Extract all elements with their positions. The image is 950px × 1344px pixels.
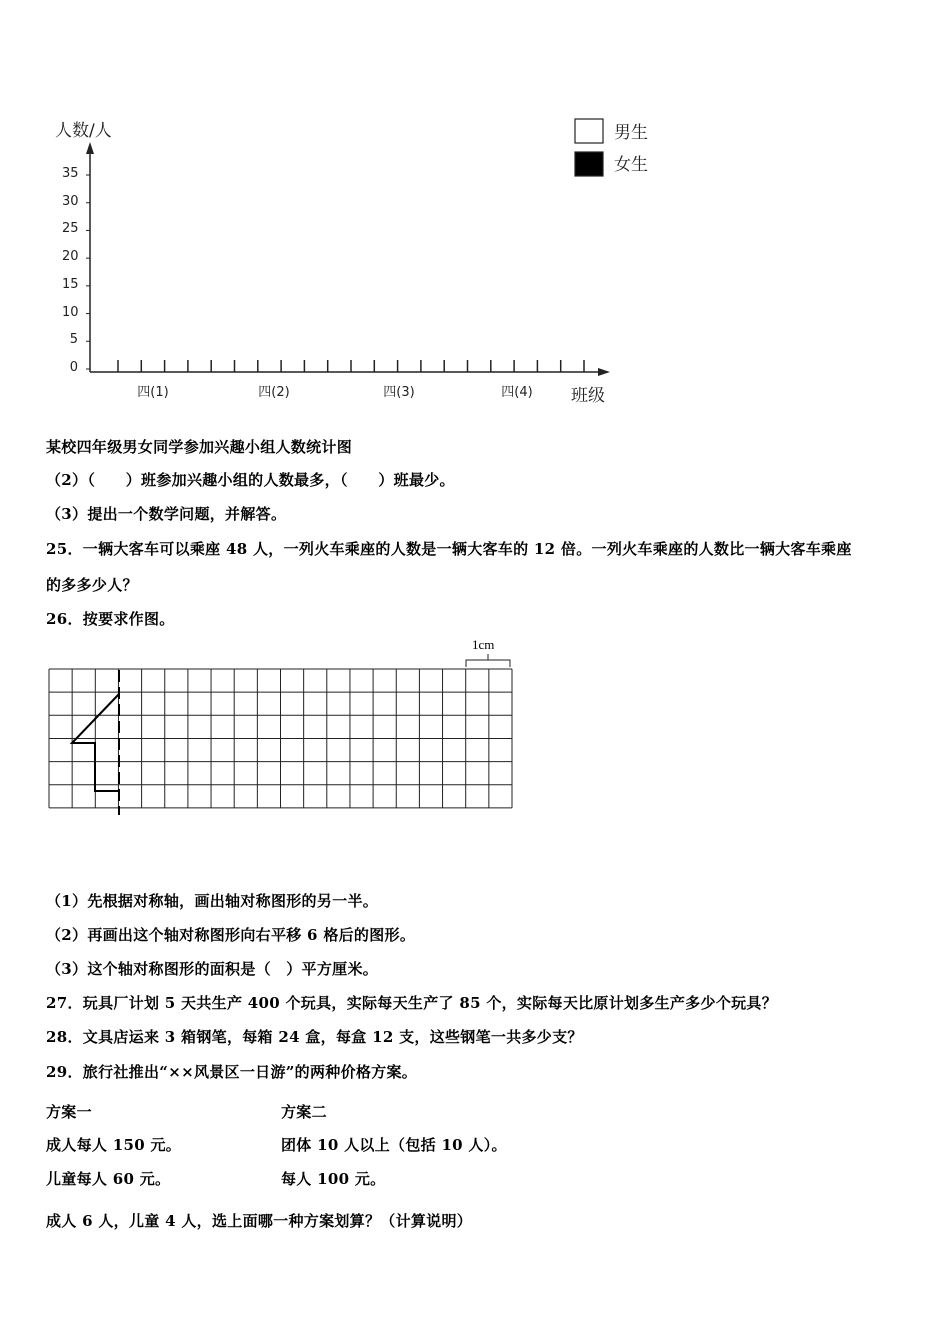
x-category-label: 四(3) (383, 385, 415, 400)
plan2-group-condition: 团体 10 人以上（包括 10 人）。 (281, 1136, 507, 1154)
chart-x-axis-label: 班级 (571, 386, 605, 406)
plan1-title: 方案一 (46, 1103, 92, 1121)
question-29-ask: 成人 6 人，儿童 4 人，选上面哪一种方案划算？（计算说明） (46, 1212, 473, 1230)
chart-title: 某校四年级男女同学参加兴趣小组人数统计图 (46, 438, 353, 456)
x-category-label: 四(2) (258, 385, 290, 400)
y-tick-label: 0 (69, 360, 78, 375)
question-25-line1: 25．一辆大客车可以乘座 48 人，一列火车乘座的人数是一辆大客车的 12 倍。一列火车乘座的人数比一辆大客车乘座 (46, 540, 852, 558)
question-25-line2: 的多多少人？ (46, 576, 138, 594)
y-tick-label: 10 (62, 304, 79, 320)
x-category-label: 四(4) (501, 385, 533, 400)
y-tick-label: 20 (62, 249, 79, 265)
x-category-label: 四(1) (137, 385, 169, 400)
question-28: 28．文具店运来 3 箱钢笔，每箱 24 盒，每盒 12 支，这些钢笔一共多少支？ (46, 1028, 583, 1046)
y-tick-label: 5 (69, 332, 78, 348)
chart-y-axis-label: 人数/人 (55, 121, 112, 141)
plan2-price: 每人 100 元。 (281, 1170, 386, 1188)
question-29: 29．旅行社推出“××风景区一日游”的两种价格方案。 (46, 1063, 418, 1081)
question-24-3: （3）提出一个数学问题，并解答。 (46, 505, 287, 523)
question-26: 26．按要求作图。 (46, 610, 175, 628)
y-tick-label: 30 (62, 193, 79, 209)
y-tick-label: 35 (62, 166, 79, 181)
question-27: 27．玩具厂计划 5 天共生产 400 个玩具，实际每天生产了 85 个，实际每天比原计划多生产多少个玩具？ (46, 994, 778, 1012)
question-24-2: （2）（ ）班参加兴趣小组的人数最多，（ ）班最少。 (46, 471, 455, 489)
scale-bracket (466, 660, 510, 667)
legend-label-boys: 男生 (614, 123, 648, 143)
legend-label-girls: 女生 (614, 155, 648, 175)
plan1-child-price: 儿童每人 60 元。 (46, 1170, 171, 1188)
question-26-3: （3）这个轴对称图形的面积是（ ）平方厘米。 (46, 960, 379, 978)
grid-scale-label: 1cm (472, 637, 495, 652)
y-tick-label: 25 (62, 221, 79, 237)
question-26-1: （1）先根据对称轴，画出轴对称图形的另一半。 (46, 892, 379, 910)
plan2-title: 方案二 (281, 1103, 327, 1121)
y-tick-label: 15 (62, 276, 79, 292)
question-26-2: （2）再画出这个轴对称图形向右平移 6 格后的图形。 (46, 926, 416, 944)
plan1-adult-price: 成人每人 150 元。 (46, 1136, 182, 1154)
